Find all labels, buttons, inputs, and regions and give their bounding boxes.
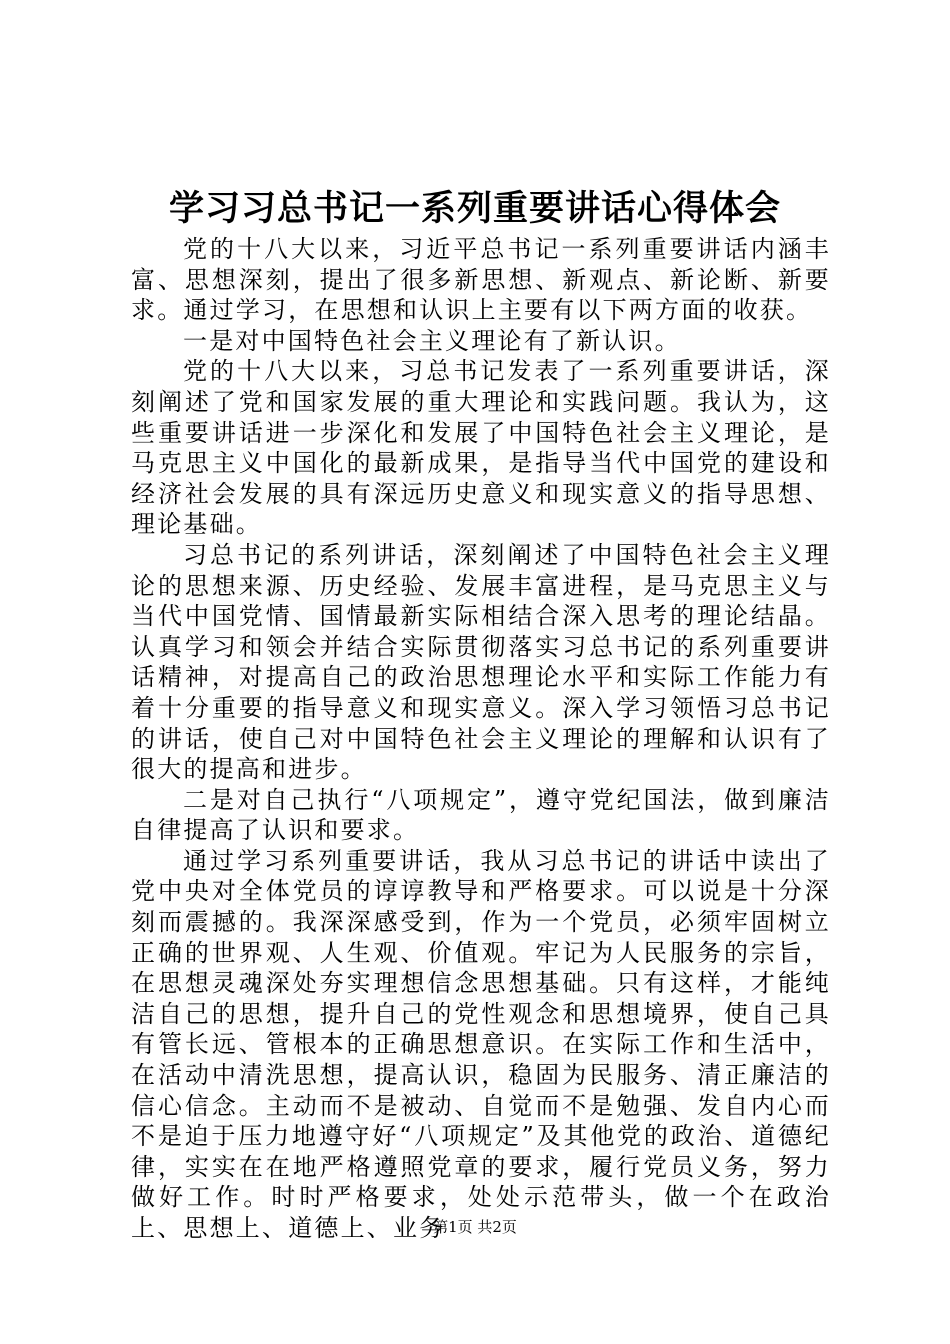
paragraph-point-one-body: 党的十八大以来，习总书记发表了一系列重要讲话，深刻阐述了党和国家发展的重大理论和实践问题。我认为，这些重要讲话进一步深化和发展了中国特色社会主义理论，是马克思主义中国化的最新成果，是指导当代中国党的建设和经济社会发展的具有深远历史意义和现实意义的指导思想、理论基础。 xyxy=(131,357,831,539)
paragraph-point-one-heading: 一是对中国特色社会主义理论有了新认识。 xyxy=(183,326,681,355)
paragraph-point-one-detail: 习总书记的系列讲话，深刻阐述了中国特色社会主义理论的思想来源、历史经验、发展丰富进程，是马克思主义与当代中国党情、国情最新实际相结合深入思考的理论结晶。认真学习和领会并结合实际贯彻落实习总书记的系列重要讲话精神，对提高自己的政治思想理论水平和实际工作能力有着十分重要的指导意义和现实意义。深入学习领悟习总书记的讲话，使自己对中国特色社会主义理论的理解和认识有了很大的提高和进步。 xyxy=(131,540,831,784)
paragraph-point-two-heading: 二是对自己执行“八项规定”，遵守党纪国法，做到廉洁自律提高了认识和要求。 xyxy=(131,785,831,845)
paragraph-intro: 党的十八大以来，习近平总书记一系列重要讲话内涵丰富、思想深刻，提出了很多新思想、新观点、新论断、新要求。通过学习，在思想和认识上主要有以下两方面的收获。 xyxy=(131,235,831,325)
page-number-footer: 第1页 共2页 xyxy=(433,1218,517,1236)
document-body xyxy=(131,234,831,1244)
document-title: 学习习总书记一系列重要讲话心得体会 xyxy=(168,189,781,229)
paragraph-point-two-body: 通过学习系列重要讲话，我从习总书记的讲话中读出了党中央对全体党员的谆谆教导和严格要求。可以说是十分深刻而震撼的。我深深感受到，作为一个党员，必须牢固树立正确的世界观、人生观、价值观。牢记为人民服务的宗旨，在思想灵魂深处夯实理想信念思想基础。只有这样，才能纯洁自己的思想，提升自己的党性观念和思想境界，使自己具有管长远、管根本的正确思想意识。在实际工作和生活中，在活动中清洗思想，提高认识，稳固为民服务、清正廉洁的信心信念。主动而不是被动、自觉而不是勉强、发自内心而不是迫于压力地遵守好“八项规定”及其他党的政治、道德纪律，实实在在地严格遵照党章的要求，履行党员义务，努力做好工作。时时严格要求，处处示范带头，做一个在政治上、思想上、道德上、业务 xyxy=(131,846,831,1242)
